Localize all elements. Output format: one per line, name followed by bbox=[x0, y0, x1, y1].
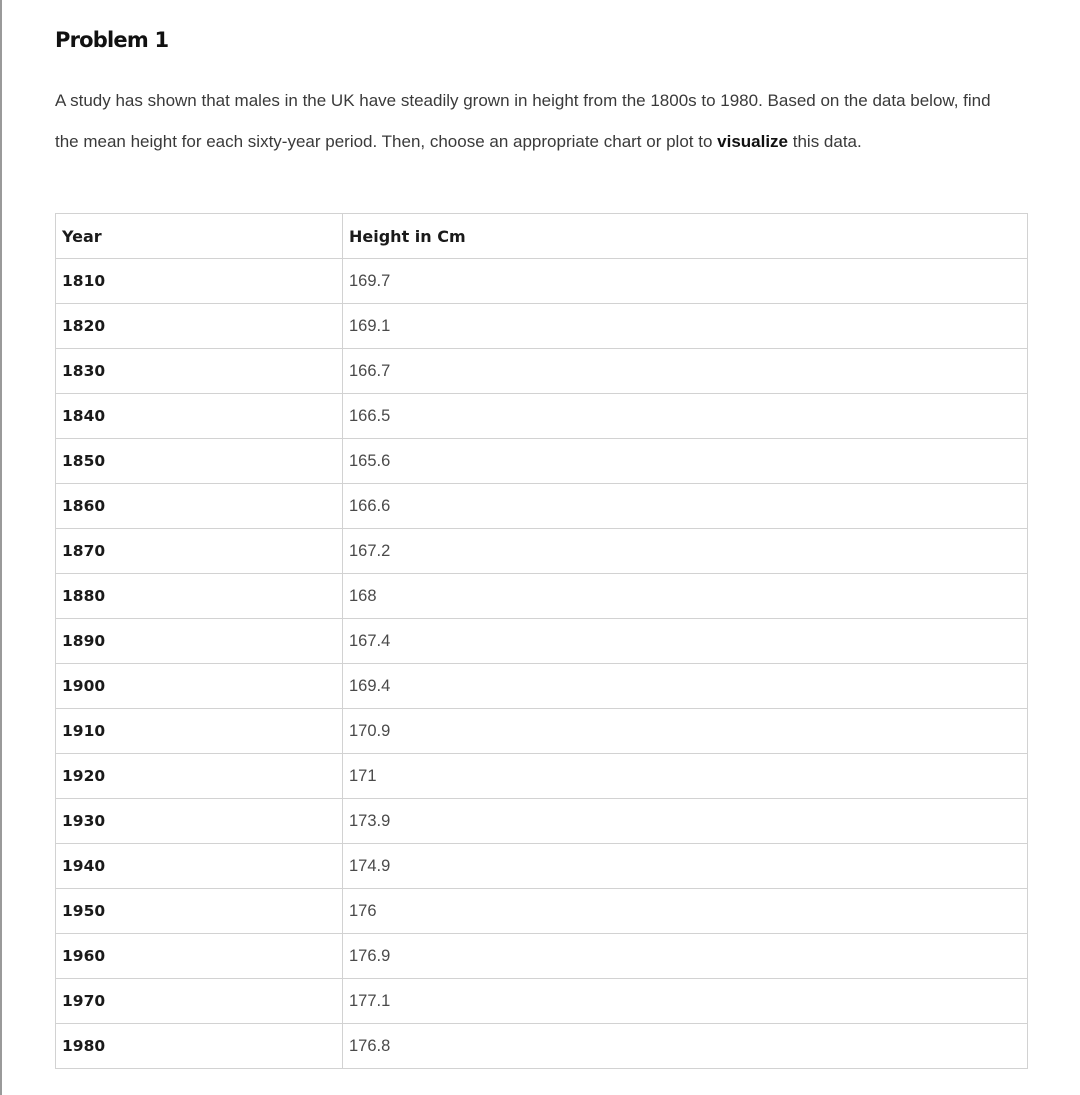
height-cell: 171 bbox=[343, 754, 1028, 799]
year-cell: 1840 bbox=[56, 394, 343, 439]
table-row bbox=[56, 619, 1028, 664]
table-row bbox=[56, 529, 1028, 574]
height-cell: 165.6 bbox=[343, 439, 1028, 484]
table-row bbox=[56, 259, 1028, 304]
intro-bold-text: visualize bbox=[717, 131, 789, 151]
height-cell: 167.2 bbox=[343, 529, 1028, 574]
height-cell: 174.9 bbox=[343, 844, 1028, 889]
table-row bbox=[56, 394, 1028, 439]
table-row bbox=[56, 439, 1028, 484]
year-cell: 1900 bbox=[56, 664, 343, 709]
height-cell: 176 bbox=[343, 889, 1028, 934]
table-row bbox=[56, 574, 1028, 619]
height-cell: 168 bbox=[343, 574, 1028, 619]
height-cell: 166.5 bbox=[343, 394, 1028, 439]
table-row bbox=[56, 754, 1028, 799]
year-cell: 1980 bbox=[56, 1024, 343, 1069]
table-row bbox=[56, 709, 1028, 754]
year-cell: 1960 bbox=[56, 934, 343, 979]
year-cell: 1860 bbox=[56, 484, 343, 529]
table-row bbox=[56, 1024, 1028, 1069]
table-header-row bbox=[56, 214, 1028, 259]
height-cell: 170.9 bbox=[343, 709, 1028, 754]
table-row bbox=[56, 799, 1028, 844]
height-cell: 169.7 bbox=[343, 259, 1028, 304]
page-border bbox=[0, 0, 2, 1095]
year-cell: 1940 bbox=[56, 844, 343, 889]
height-cell: 173.9 bbox=[343, 799, 1028, 844]
intro-text-end: this data. bbox=[788, 131, 862, 151]
year-cell: 1850 bbox=[56, 439, 343, 484]
table-row bbox=[56, 304, 1028, 349]
year-cell: 1820 bbox=[56, 304, 343, 349]
column-header-height: Height in Cm bbox=[343, 214, 1028, 259]
year-cell: 1870 bbox=[56, 529, 343, 574]
table-row bbox=[56, 934, 1028, 979]
intro-text: A study has shown that males in the UK have steadily grown in height from the 1800s to 1980. Based on the data below, find the mean height for each sixty-year period. Then, choose an appropriate chart or plot to bbox=[55, 91, 991, 151]
table-row bbox=[56, 664, 1028, 709]
year-cell: 1970 bbox=[56, 979, 343, 1024]
table-row bbox=[56, 889, 1028, 934]
year-cell: 1830 bbox=[56, 349, 343, 394]
table-row bbox=[56, 979, 1028, 1024]
table-row bbox=[56, 484, 1028, 529]
table-body bbox=[56, 259, 1028, 1069]
height-cell: 169.1 bbox=[343, 304, 1028, 349]
height-cell: 166.7 bbox=[343, 349, 1028, 394]
height-cell: 169.4 bbox=[343, 664, 1028, 709]
year-cell: 1890 bbox=[56, 619, 343, 664]
height-cell: 176.9 bbox=[343, 934, 1028, 979]
height-cell: 177.1 bbox=[343, 979, 1028, 1024]
table-row bbox=[56, 844, 1028, 889]
problem-title: Problem 1 bbox=[55, 28, 169, 52]
year-cell: 1810 bbox=[56, 259, 343, 304]
height-cell: 166.6 bbox=[343, 484, 1028, 529]
column-header-year: Year bbox=[56, 214, 343, 259]
year-cell: 1910 bbox=[56, 709, 343, 754]
height-cell: 167.4 bbox=[343, 619, 1028, 664]
height-cell: 176.8 bbox=[343, 1024, 1028, 1069]
year-cell: 1930 bbox=[56, 799, 343, 844]
year-cell: 1920 bbox=[56, 754, 343, 799]
problem-description bbox=[55, 81, 1015, 162]
year-cell: 1950 bbox=[56, 889, 343, 934]
height-data-table bbox=[55, 213, 1028, 1069]
year-cell: 1880 bbox=[56, 574, 343, 619]
table-row bbox=[56, 349, 1028, 394]
